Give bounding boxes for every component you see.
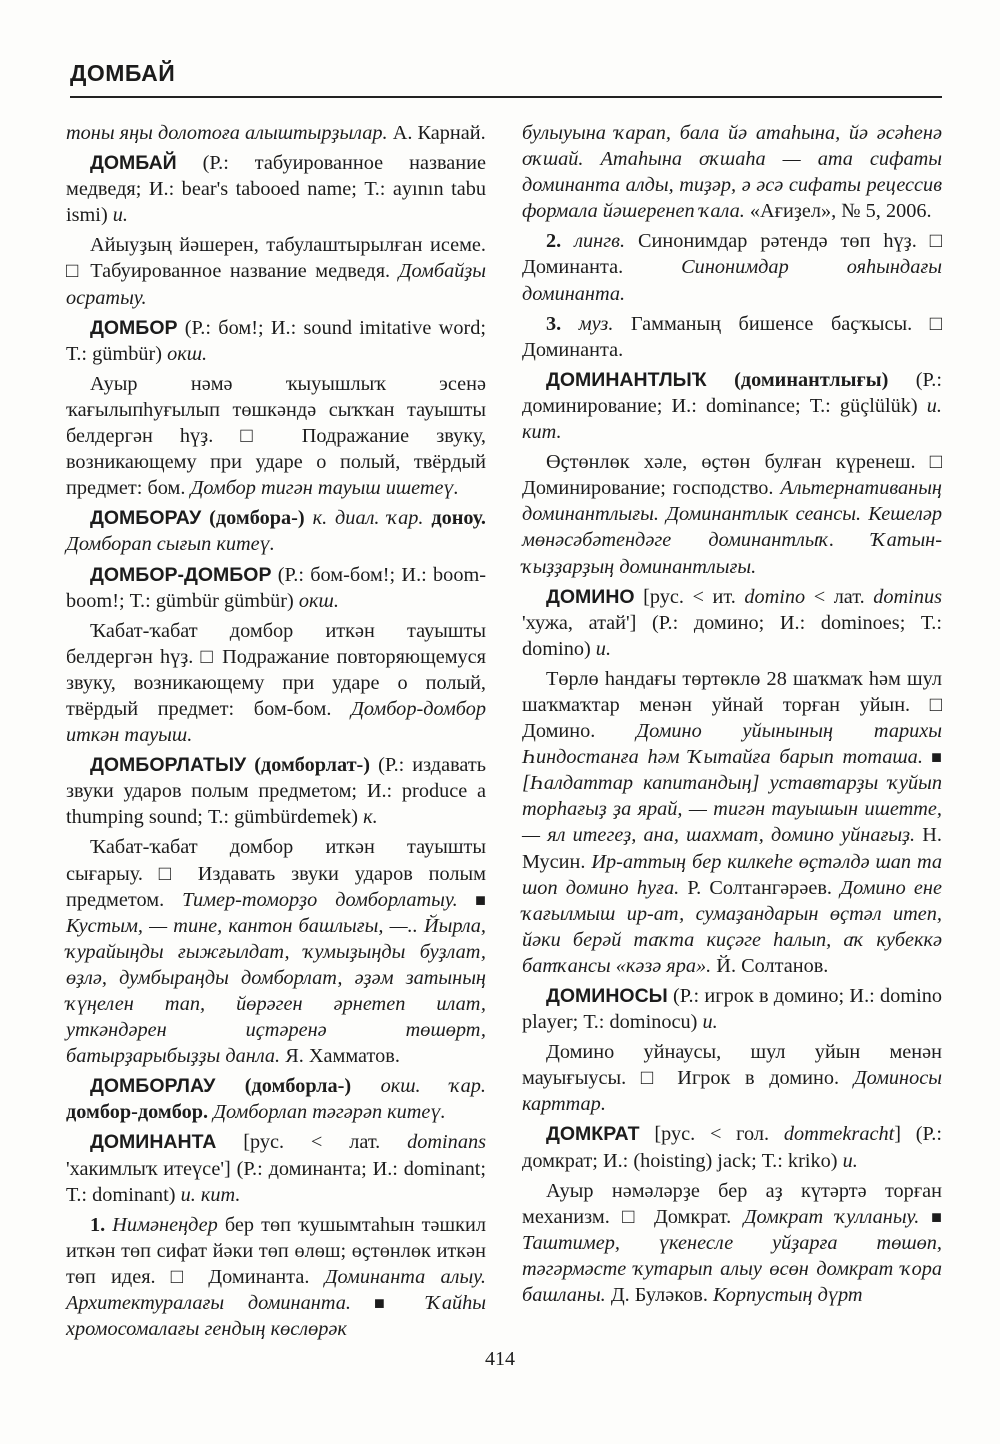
definition — [66, 834, 486, 1069]
headword: ДОМИНО — [546, 585, 635, 608]
headword: ДОМКРАТ — [546, 1123, 640, 1146]
definition-text: Төрлө һандағы төртөклө 28 шаҡмаҡ һәм шул шаҡмаҡтар менән уйнай торған уйын. □ Домино. — [522, 667, 942, 743]
entry-domino — [522, 584, 942, 662]
headword: ДОМБОРЛАТЫУ — [90, 754, 247, 777]
header-rule — [70, 96, 942, 98]
headword: ДОМИНОСЫ — [546, 985, 668, 1007]
domain-label: муз. — [578, 312, 614, 335]
quotation-text: [Һалдаттар капитандың] уставтарҙы ҡуйып торһағыҙ ҙа ярай, — тигән тауышын ишетте, — ял итегеҙ, ана, шахмат, домино уйнағыҙ. — [522, 772, 942, 847]
quotation-author: Н. Мусин. — [522, 824, 942, 873]
sense-number: 1. — [90, 1213, 113, 1236]
example-text: Доминанта алыу. Архитектуралағы доминанта. — [66, 1265, 486, 1315]
definition — [66, 232, 486, 310]
example-text: Тимер-томорҙо домборлатыу. — [182, 888, 458, 911]
part-of-speech: и. — [702, 1011, 718, 1034]
example-text: Домбор-домбор иткән тауыш. — [66, 697, 486, 747]
example-text: Домбайҙы осратыу. — [66, 260, 486, 309]
definition-text: Гамманың бишенсе баҫҡысы. □ Доминанта. — [522, 312, 942, 361]
example-text: Домбор тигән тауыш ишетеү. — [190, 477, 459, 500]
quotation-text: Кустым, — тине, кантон башлығы, —.. Йырла, ҡурайыңды ғыжғылдат, ҡумыҙыңды буҙлат, өҙлә, думбыраңды домборлат, әҙәм затының ҡүңелен тап, йөрәген әрнетеп илат, уткәндәрен иҫтәренә төшөрт, батырҙарыбыҙҙы данла. — [66, 914, 486, 1068]
entry-dominantlyq — [522, 367, 942, 445]
part-of-speech: окш. — [298, 589, 339, 612]
quotation-text: булыуына ҡарап, бала йә атаһына, йә әсәһенә оҡшай. Атаһына оҡшаһа — ата сифаты доминанта алды, тиҙәр, ә әсә сифаты рецессив формала йәшеренеп ҡала. — [522, 122, 942, 223]
grammar-note: к. диал. ҡар. — [304, 507, 424, 530]
part-of-speech: и. кит. — [522, 394, 942, 444]
definition — [522, 666, 942, 979]
headword: ДОМБОР-ДОМБОР — [90, 563, 272, 586]
stem: (домбора-) — [201, 507, 305, 530]
etymology: [рус. < ит. — [634, 585, 745, 608]
definition — [66, 618, 486, 748]
headword: ДОМИНАНТЛЫҠ — [546, 368, 707, 391]
stem: (доминантлығы) — [706, 368, 889, 391]
definition — [66, 371, 486, 501]
headword: ДОМИНАНТА — [90, 1131, 217, 1154]
sense-number: 3. — [546, 312, 579, 335]
definition-text: Домино уйнаусы, шул уйын менән мауығыусы. □ Игрок в домино. — [522, 1041, 942, 1090]
definition-text: Ауыр нәмәләрҙе бер аҙ күтәртә торған механизм. □ Домкрат. — [522, 1179, 942, 1228]
quotation-text: Ир-аттың бер килкеһе өҫтәлдә шап та шоп домино һуға. — [522, 850, 942, 899]
page-number: 414 — [485, 1348, 515, 1370]
example-text: Альтернативаның доминантлығы. Доминантлык сеансы. Кешеләр мөнәсәбәтендәге доминантлыҡ. Ҡатын-ҡыҙҙарҙың доминантлығы. — [522, 477, 942, 578]
quotation-text: Корпустың дүрт — [713, 1284, 863, 1307]
example-text: тоны яңы долотоға алыштырҙылар. — [66, 122, 388, 144]
definition-text: Ауыр нәмә ҡыуышлыҡ эсенә ҡағылыпһуғылып төшкәндә сыҡҡан тауышты белдергән һүҙ. □ Подражание звуку, возникающему при ударе о полый, твёрдый предмет: бом. — [66, 372, 486, 500]
example-text: Синонимдар ояһындағы доминанта. — [522, 256, 942, 305]
entry-dombor — [66, 315, 486, 367]
definition-text: Ҡабат-ҡабат домбор иткән тауышты сығарыу. □ Издавать звуки ударов полым предметом. — [66, 836, 486, 911]
black-square-icon: ■ — [457, 889, 486, 910]
entry-domborau — [66, 505, 486, 557]
definition-italic: Нимәнеңдер — [112, 1213, 218, 1236]
quotation-text: Домино ене ҡағылмыш ир-ат, сумаҙандарын өҫтәл итеп, йәки берәй таҡта киҫәге һалып, аҡ кубеккә батҡансы «кәзә яра». — [522, 876, 942, 977]
stem: (домборлат-) — [246, 754, 371, 777]
example-text: Домкрат ҡулланыу. — [743, 1205, 920, 1228]
cross-reference: доноу. — [423, 507, 486, 530]
etymon: dommekracht — [783, 1123, 895, 1146]
entry-domborlatyu — [66, 752, 486, 830]
translations: (Р.: табуированное название медведя; И.: bear's tabooed name; Т.: ayının tabu ismi) — [66, 152, 486, 227]
quotation-author: Р. Солтангәрәев. — [679, 876, 841, 899]
quotation-source: «Ағиҙел», № 5, 2006. — [744, 200, 932, 223]
quotation-text: Ҡайһы хромосомалағы гендың көслөрәк — [66, 1292, 486, 1341]
quotation-text: Таштимер, үкенесле уйҙарға төшөп, тәгәрмәсте ҡутарып алыу өсөн домкрат ҡора башланы. — [522, 1231, 942, 1307]
sense-3 — [522, 311, 942, 363]
definition-text: Өҫтөнлөк хәле, өҫтөн булған күренеш. □ Доминирование; господство. — [522, 451, 942, 500]
etymon: dominus — [873, 585, 942, 608]
headword: ДОМБОРЛАУ — [90, 1075, 216, 1098]
running-head: ДОМБАЙ — [70, 60, 176, 86]
left-column — [66, 120, 486, 1346]
entry-dominosy — [522, 983, 942, 1035]
sense-2 — [522, 228, 942, 306]
cross-reference: домбор-домбор. — [66, 1101, 209, 1124]
headword: ДОМБОР — [90, 316, 178, 339]
entry-dombor-dombor — [66, 562, 486, 614]
definition — [522, 1178, 942, 1308]
headword: ДОМБОРАУ — [90, 507, 202, 530]
definition-text: Синонимдар рәтендә төп һүҙ. □ Доминанта. — [522, 230, 942, 279]
definition — [522, 1039, 942, 1117]
part-of-speech: окш. — [167, 342, 208, 365]
example-text: Домборлап тәгәрәп китеү. — [208, 1101, 446, 1124]
etymology: [рус. < лат. — [216, 1131, 408, 1154]
example-text: Домборап сығып китеү. — [66, 533, 275, 556]
grammar-note: окш. ҡар. — [351, 1075, 487, 1098]
etymon: domino — [744, 585, 806, 608]
domain-label: лингв. — [574, 230, 626, 253]
part-of-speech: и. — [595, 637, 612, 660]
translations: 'хакимлыҡ итеүсе'] (Р.: доминанта; И.: dominant; Т.: dominant) — [66, 1157, 486, 1206]
example-text: Доминосы карттар. — [522, 1067, 942, 1116]
quotation-author: Я. Хамматов. — [280, 1045, 400, 1068]
black-square-icon: ■ — [350, 1293, 427, 1314]
black-square-icon: ■ — [919, 1206, 942, 1227]
translations: (Р.: бом!; И.: sound imitative word; Т.: gümbür) — [66, 316, 486, 365]
translations: 'хужа, атай'] (Р.: домино; И.: dominoes; Т.: domino) — [522, 611, 942, 660]
entry-continuation — [66, 120, 486, 146]
definition-text: Айыуҙың йәшерен, табулаштырылған исеме. □ Табуированное название медведя. — [66, 234, 486, 283]
headword: ДОМБАЙ — [90, 152, 177, 175]
quotation-author: Й. Солтанов. — [711, 954, 829, 977]
entry-domborlau — [66, 1073, 486, 1125]
entry-dombay — [66, 150, 486, 228]
translations: ] (Р.: домкрат; И.: (hoisting) jack; Т.: kriko) — [522, 1123, 942, 1172]
sense-number: 2. — [546, 230, 575, 253]
part-of-speech: и. кит. — [180, 1183, 241, 1206]
definition-text: Ҡабат-ҡабат домбор иткән тауышты белдергән һүҙ. □ Подражание повторяющемуся звуку, возникающему при ударе о полый, твёрдый предмет: бом-бом. — [66, 619, 486, 720]
stem: (домборла-) — [215, 1075, 352, 1098]
source-text: А. Карнай. — [387, 122, 486, 144]
part-of-speech: и. — [112, 204, 128, 227]
entry-domkrat — [522, 1121, 942, 1173]
etymology: < лат. — [805, 585, 874, 608]
etymology: [рус. < гол. — [639, 1123, 784, 1146]
entry-dominanta — [66, 1129, 486, 1207]
translations: (Р.: издавать звуки ударов полым предметом; И.: produce a thumping sound; Т.: gümbürdemek) — [66, 754, 487, 829]
etymon: dominans — [407, 1131, 486, 1154]
example-text: Домино уйынының тарихы Һиндостанға һәм Ҡытайға барып тоташа. — [522, 720, 942, 769]
definition-text: бер төп ҡушымтаһын тәшкил иткән төп сифат йәки төп өлөш; өҫтөнлөк иткән төп идея. □ Доминанта. — [66, 1213, 486, 1288]
sense-1 — [66, 1212, 486, 1342]
black-square-icon: ■ — [922, 747, 942, 768]
translations: (Р.: бом-бом!; И.: boom-boom!; Т.: gümbür gümbür) — [66, 563, 486, 612]
translations: (Р.: игрок в домино; И.: domino player; Т.: dominocu) — [522, 985, 942, 1034]
definition — [522, 449, 942, 579]
translations: (Р.: доминирование; И.: dominance; Т.: güçlülük) — [522, 368, 942, 417]
part-of-speech: к. — [363, 806, 378, 829]
quotation-author: Д. Буләков. — [605, 1284, 713, 1307]
part-of-speech: и. — [842, 1149, 858, 1172]
entry-continuation — [522, 120, 942, 224]
right-column — [522, 120, 942, 1312]
